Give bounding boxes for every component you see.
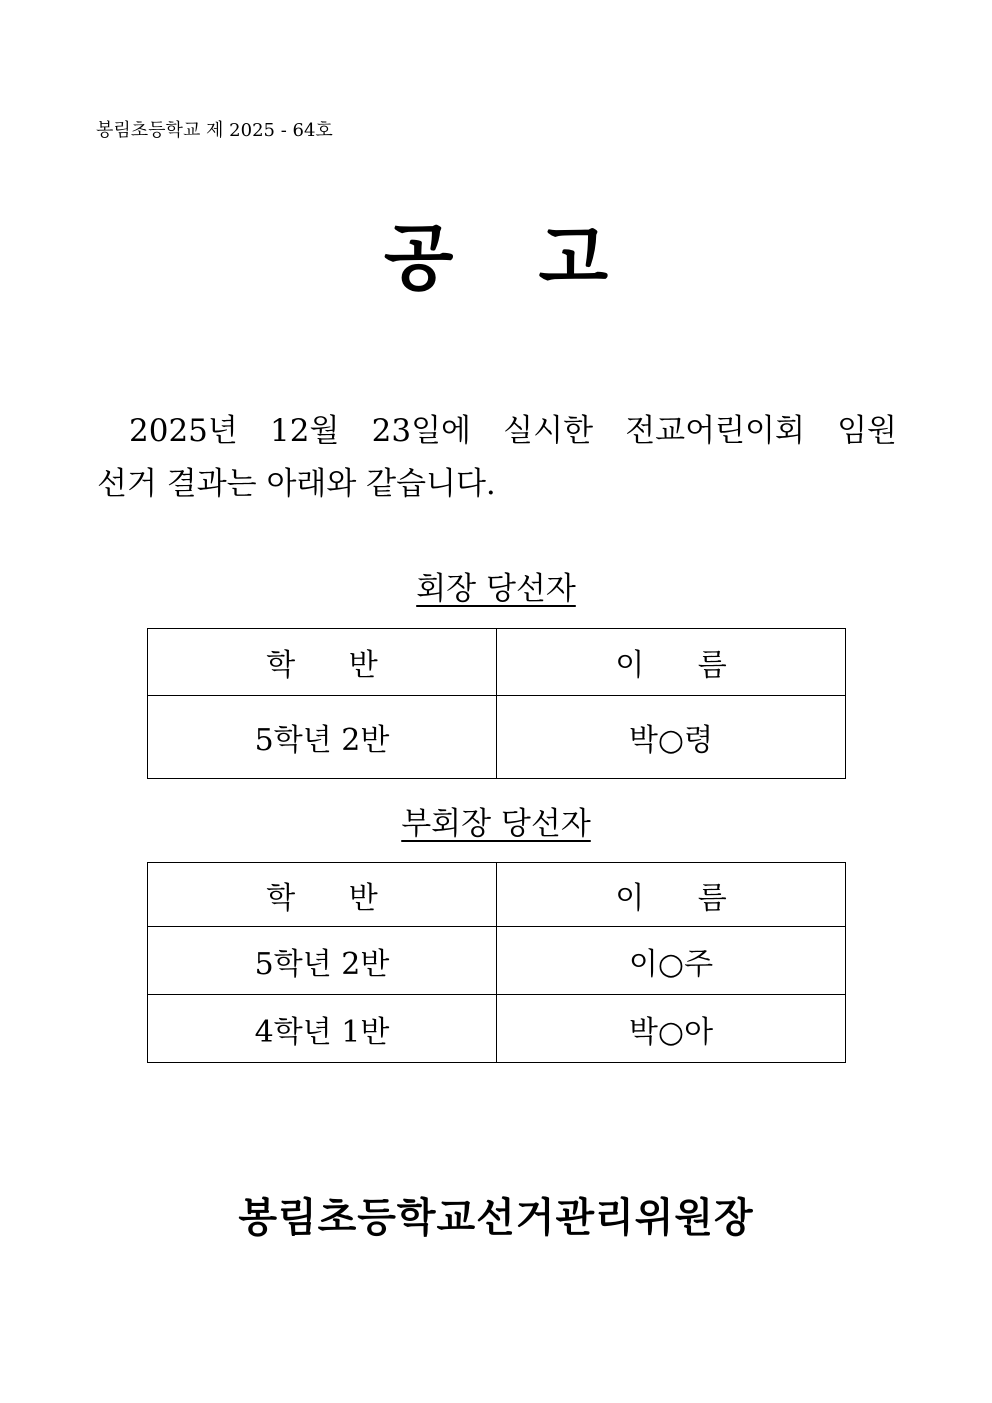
vice-president-heading: [0, 798, 992, 843]
name-cell: 박○아: [497, 995, 846, 1063]
vice-president-table: [147, 862, 846, 1063]
table-row: [148, 696, 846, 779]
notice-title: 공 고: [383, 215, 609, 300]
column-header-name: 이 름: [497, 863, 846, 927]
president-heading: [0, 563, 992, 608]
document-number: 봉림초등학교 제 2025 - 64호: [96, 120, 333, 141]
table-header-row: [148, 629, 846, 696]
column-header-name: 이 름: [497, 629, 846, 696]
body-text-line-1: 2025년 12월 23일에 실시한 전교어린이회 임원: [129, 413, 897, 449]
name-cell: 박○령: [497, 696, 846, 779]
column-header-class: 학 반: [148, 629, 497, 696]
class-cell: 5학년 2반: [148, 696, 497, 779]
president-table: [147, 628, 846, 779]
signature: 봉림초등학교선거관리위원장: [238, 1194, 754, 1241]
class-cell: 5학년 2반: [148, 927, 497, 995]
table-header-row: [148, 863, 846, 927]
table-row: [148, 995, 846, 1063]
class-cell: 4학년 1반: [148, 995, 497, 1063]
vice-president-heading-text: 부회장 당선자: [401, 806, 591, 842]
president-heading-text: 회장 당선자: [416, 571, 576, 607]
table-row: [148, 927, 846, 995]
body-text-line-2: 선거 결과는 아래와 같습니다.: [97, 466, 496, 502]
name-cell: 이○주: [497, 927, 846, 995]
column-header-class: 학 반: [148, 863, 497, 927]
